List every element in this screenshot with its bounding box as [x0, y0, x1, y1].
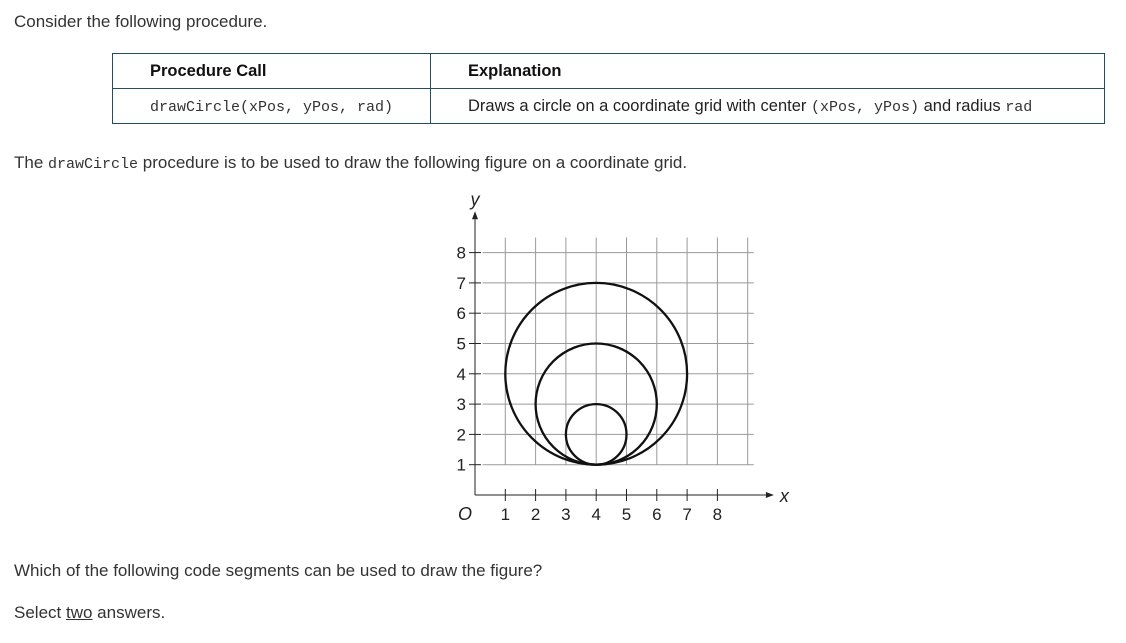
x-axis-arrow — [766, 492, 774, 498]
y-tick-label: 7 — [456, 273, 466, 293]
para-prefix: The — [14, 153, 49, 172]
x-tick-label: 5 — [621, 505, 632, 524]
y-axis-label: y — [470, 189, 480, 210]
table-row — [113, 89, 1105, 124]
para-suffix: procedure is to be used to draw the following figure on a coordinate grid. — [138, 153, 688, 172]
x-tick-label: 4 — [591, 505, 601, 524]
y-tick-label: 6 — [456, 304, 466, 324]
y-tick-label: 4 — [456, 364, 466, 384]
question-text: Which of the following code segments can be used to draw the figure? — [14, 561, 543, 580]
explanation-cell — [431, 89, 1105, 124]
procedure-call-cell — [113, 89, 431, 124]
explanation-center-code: (xPos, yPos) — [811, 98, 920, 116]
y-axis-arrow — [472, 211, 478, 219]
explanation-middle-text: and radius — [919, 96, 1006, 115]
y-tick-label: 3 — [456, 395, 466, 415]
x-axis-label: x — [779, 486, 789, 506]
x-tick-label: 8 — [712, 505, 723, 524]
x-tick-label: 2 — [530, 505, 541, 524]
x-tick-label: 3 — [561, 505, 571, 524]
y-tick-label: 5 — [456, 334, 466, 354]
figure-description — [14, 153, 687, 173]
explanation-text: Draws a circle on a coordinate grid with center — [468, 96, 811, 115]
x-tick-label: 7 — [682, 505, 692, 524]
explanation-radius-code: rad — [1005, 98, 1033, 116]
intro-text: Consider the following procedure. — [14, 12, 268, 31]
x-tick-label: 1 — [500, 505, 511, 524]
select-instruction — [14, 603, 165, 623]
select-emphasis: two — [65, 603, 93, 622]
header-procedure-call: Procedure Call — [113, 54, 431, 89]
select-suffix: answers. — [92, 603, 166, 622]
table-header-row — [113, 54, 1105, 89]
x-tick-label: 6 — [652, 505, 662, 524]
procedure-name-code: drawCircle — [48, 156, 139, 173]
header-explanation: Explanation — [431, 54, 1105, 89]
y-tick-label: 8 — [456, 243, 466, 263]
y-tick-label: 1 — [456, 455, 466, 475]
origin-label: O — [457, 504, 473, 524]
select-prefix: Select — [14, 603, 66, 622]
y-tick-label: 2 — [456, 425, 466, 445]
procedure-signature: drawCircle(xPos, yPos, rad) — [150, 98, 394, 116]
coordinate-grid-figure — [440, 189, 789, 530]
procedure-table — [112, 53, 1105, 124]
